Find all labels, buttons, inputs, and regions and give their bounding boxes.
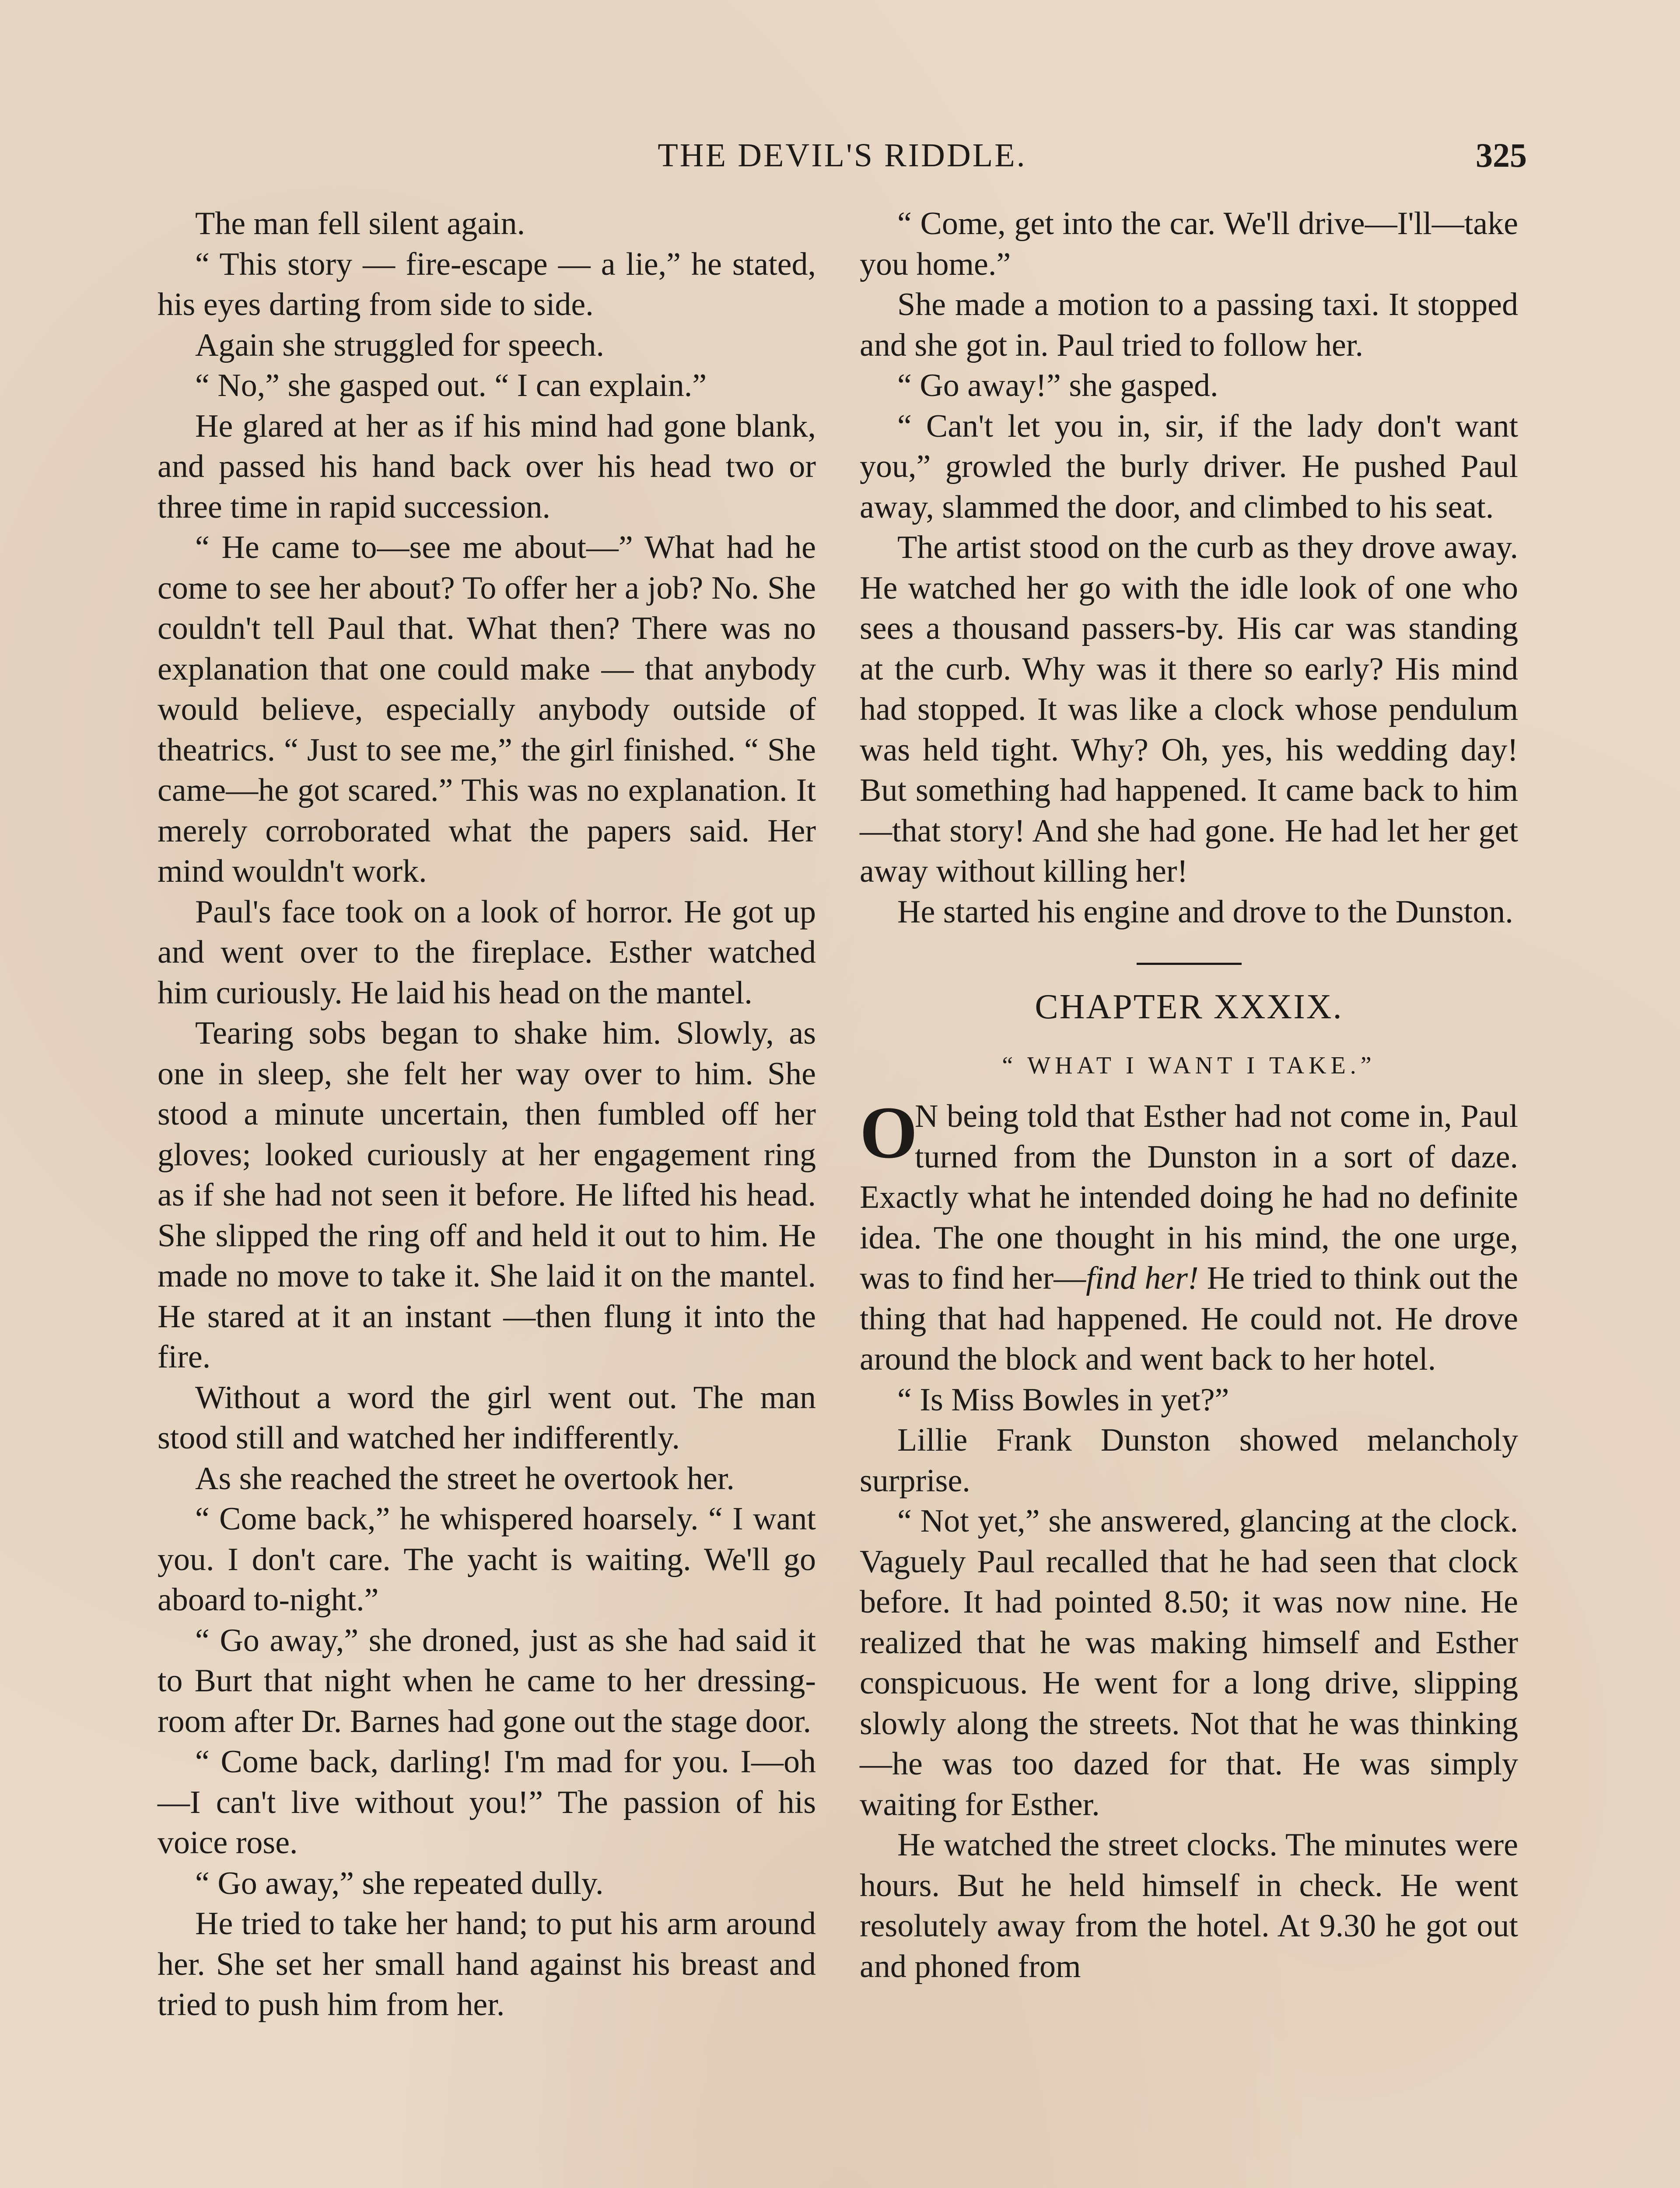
chapter-opening-paragraph [860,1091,1518,1380]
paragraph: “ No,” she gasped out. “ I can explain.” [195,368,707,403]
paragraph: Without a word the girl went out. The man stood still and watched her indifferently. [158,1379,816,1456]
section-divider [1137,963,1242,965]
paragraph: The man fell silent again. [195,206,525,242]
chapter-subtitle: “ WHAT I WANT I TAKE.” [1002,1052,1376,1079]
opening-text-continued: He tried to think out the thing that had happened. He could not. He drove around the block and went back to her hotel. [860,1260,1518,1377]
paragraph: “ He came to—see me about—” What had he come to see her about? To offer her a job? No. She couldn't tell Paul that. What then? There was no explanation that one could make — that anybody would believe, especially anybody outside of theatrics. “ Just to see me,” the girl finished. “ She came—he got scared.” This was no explanation. It merely corroborated what the papers said. Her mind wouldn't work. [158,529,816,889]
paragraph: Again she struggled for speech. [195,327,605,363]
drop-cap: O [860,1091,918,1174]
paragraph: Paul's face took on a look of horror. He got up and went over to the fireplace. Esther watched him curiously. He laid his head on the mantel. [158,894,816,1011]
paragraph: The artist stood on the curb as they drove away. He watched her go with the idle look of one who sees a thousand passers-by. His car was standing at the curb. Why was it there so early? His mind had stopped. It was like a clock whose pendulum was held tight. Why? Oh, yes, his wedding day! But something had happened. It came back to him—that story! And she had gone. He had let her get away without killing her! [860,529,1518,889]
paragraph: “ Go away!” she gasped. [897,368,1218,403]
paragraph: “ Can't let you in, sir, if the lady don't want you,” growled the burly driver. He pushed Paul away, slammed the door, and climbed to his seat. [860,408,1518,525]
paragraph: She made a motion to a passing taxi. It stopped and she got in. Paul tried to follow her. [860,287,1518,363]
paragraph: He watched the street clocks. The minutes were hours. But he held himself in check. He went resolutely away from the hotel. At 9.30 he got out and phoned from [860,1827,1518,1985]
paragraph: “ Not yet,” she answered, glancing at the clock. Vaguely Paul recalled that he had seen that clock before. It had pointed 8.50; it was now nine. He realized that he was making himself and Esther conspicuous. He went for a long drive, slipping slowly along the streets. Not that he was thinking—he was too dazed for that. He was simply waiting for Esther. [860,1503,1518,1823]
paragraph: Lillie Frank Dunston showed melancholy surprise. [860,1422,1518,1499]
paragraph: “ Come back, darling! I'm mad for you. I—oh—I can't live without you!” The passion of his voice rose. [158,1744,816,1861]
paragraph: “ Come back,” he whispered hoarsely. “ I want you. I don't care. The yacht is waiting. We'll go aboard to-night.” [158,1501,816,1618]
page-number: 325 [1476,136,1527,174]
left-column [158,203,816,2025]
right-column [860,203,1518,1987]
emphasis-text: find her! [1086,1260,1199,1296]
paragraph: “ Come, get into the car. We'll drive—I'll—take you home.” [860,206,1518,282]
paragraph: “ This story — fire-escape — a lie,” he stated, his eyes darting from side to side. [158,246,816,323]
paragraph: “ Is Miss Bowles in yet?” [897,1382,1229,1418]
paragraph: He tried to take her hand; to put his arm around her. She set her small hand against his breast and tried to push him from her. [158,1906,816,2023]
paragraph: Tearing sobs began to shake him. Slowly, as one in sleep, she felt her way over to him. She stood a minute uncertain, then fumbled off her gloves; looked curiously at her engagement ring as if she had not seen it before. He lifted his head. She slipped the ring off and held it out to him. He made no move to take it. She laid it on the mantel. He stared at it an instant —then flung it into the fire. [158,1015,816,1375]
chapter-title: CHAPTER XXXIX. [1035,988,1343,1026]
paragraph: “ Go away,” she droned, just as she had said it to Burt that night when he came to her dressing-room after Dr. Barnes had gone out the stage door. [158,1622,816,1739]
paragraph: As she reached the street he overtook her. [195,1460,735,1497]
paragraph: He started his engine and drove to the Dunston. [897,894,1513,930]
opening-text: N being told that Esther had not come in, Paul turned from the Dunston in a sort of daze. Exactly what he intended doing he had no definite idea. The one thought in his mind, the one urge, was to find her— [860,1098,1518,1296]
paragraph: He glared at her as if his mind had gone blank, and passed his hand back over his head two or three time in rapid succession. [158,408,816,525]
running-title: THE DEVIL'S RIDDLE. [658,137,1027,174]
page-header [158,131,1527,179]
paragraph: “ Go away,” she repeated dully. [195,1865,604,1901]
